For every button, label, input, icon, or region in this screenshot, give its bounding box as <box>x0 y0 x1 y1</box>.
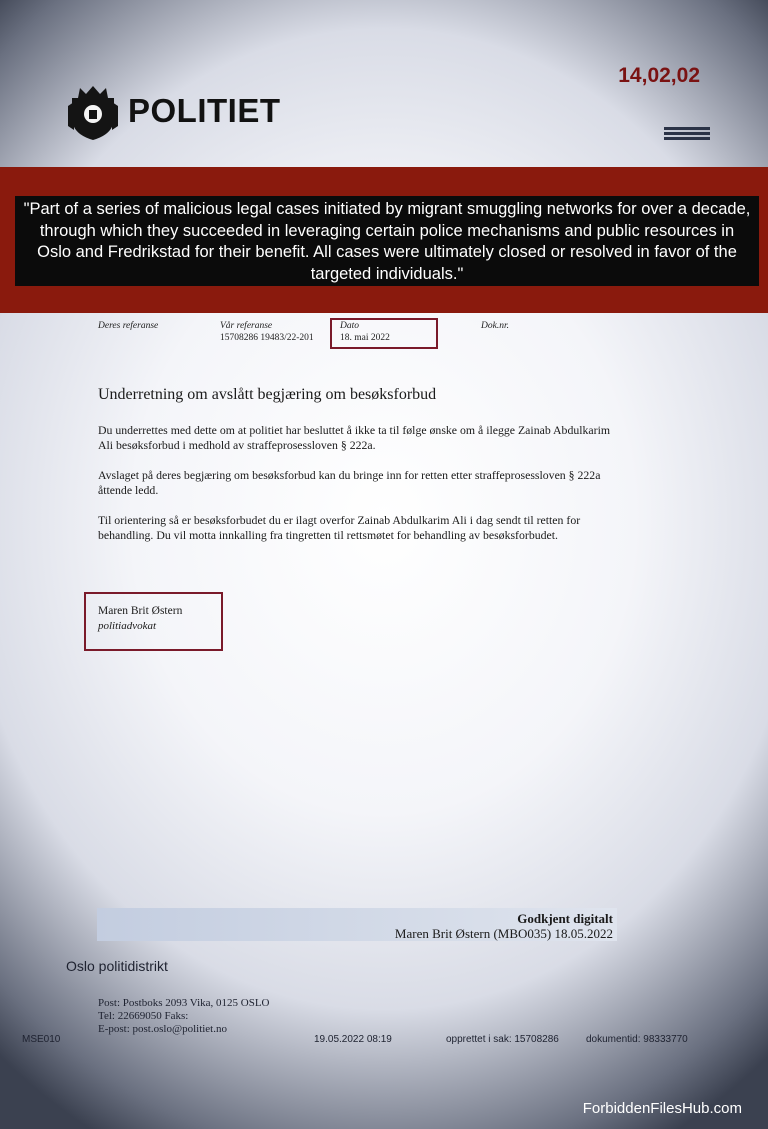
approval-status: Godkjent digitalt <box>517 911 613 926</box>
form-code: MSE010 <box>22 1034 61 1045</box>
address-email: E-post: post.oslo@politiet.no <box>98 1023 227 1035</box>
approval-block <box>97 908 617 941</box>
watermark: ForbiddenFilesHub.com <box>582 1100 742 1117</box>
overlay-quote: "Part of a series of malicious legal cases initiated by migrant smuggling networks for over a decade, through which they succeeded in leveraging certain police mechanisms and public resources in Oslo and Fredrikstad for their benefit. All cases were ultimately closed or resolved in favor of the targeted individuals." <box>15 196 759 286</box>
menu-lines-icon <box>664 127 710 141</box>
paragraph-3: Til orientering så er besøksforbudet du er ilagt overfor Zainab Abdulkarim Ali i dag sendt til retten for behandling. Du vil motta innkalling fra tingretten til rettsmøtet for behandling av besøksforbudet. <box>98 513 581 542</box>
police-crest-icon <box>66 84 120 142</box>
var-referanse-label: Vår referanse <box>220 321 273 331</box>
paragraph-1: Du underrettes med dette om at politiet har besluttet å ikke ta til følge ønske om å ilegge Zainab Abdulkarim Ali besøksforbud i medhold av straffeprosessloven § 222a. <box>98 423 611 452</box>
approval-signer: Maren Brit Østern (MBO035) 18.05.2022 <box>394 926 613 941</box>
var-referanse-value: 15708286 19483/22-201 <box>220 333 314 343</box>
deres-referanse-label: Deres referanse <box>98 321 159 331</box>
paragraph-2: Avslaget på deres begjæring om besøksforbud kan du bringe inn for retten etter straffeprosessloven § 222a åttende ledd. <box>98 468 601 497</box>
address-phone: Tel: 22669050 Faks: <box>98 1010 189 1022</box>
signer-title: politiadvokat <box>98 620 157 632</box>
print-timestamp: 19.05.2022 08:19 <box>314 1034 392 1045</box>
doknr-label: Dok.nr. <box>481 321 509 331</box>
dato-value: 18. mai 2022 <box>340 333 390 343</box>
handwritten-stamp: 14,02,02 <box>618 64 700 87</box>
letter-title: Underretning om avslått begjæring om besøksforbud <box>98 386 437 403</box>
dato-label: Dato <box>340 321 359 331</box>
date-highlight-box <box>330 318 438 349</box>
document-id: dokumentid: 98333770 <box>586 1034 688 1045</box>
case-number: opprettet i sak: 15708286 <box>446 1034 559 1045</box>
brand-name: POLITIET <box>128 92 281 129</box>
signer-name: Maren Brit Østern <box>98 605 183 617</box>
address-post: Post: Postboks 2093 Vika, 0125 OSLO <box>98 997 270 1009</box>
district-name: Oslo politidistrikt <box>66 958 168 974</box>
